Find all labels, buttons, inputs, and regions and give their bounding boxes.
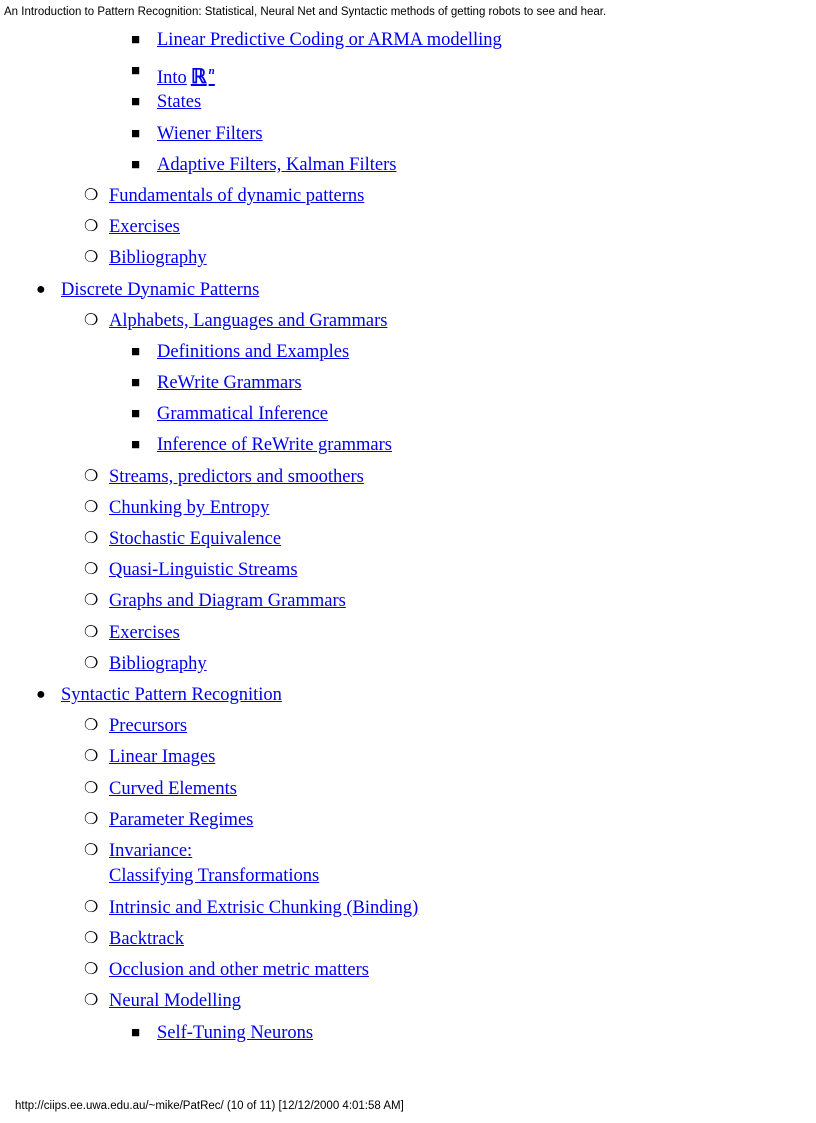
toc-item xyxy=(0,121,816,152)
toc-link-alphabets-languages-grammars[interactable]: Alphabets, Languages and Grammars xyxy=(109,310,388,331)
toc-item xyxy=(0,807,816,838)
toc-item xyxy=(0,308,816,339)
disc-bullet-icon: ● xyxy=(36,685,46,703)
circle-bullet-icon: ❍ xyxy=(84,992,99,1010)
toc-link-stochastic-equivalence[interactable]: Stochastic Equivalence xyxy=(109,529,282,549)
square-bullet-icon: ■ xyxy=(131,125,141,142)
square-bullet-icon: ■ xyxy=(131,156,141,173)
toc-link-fundamentals-dynamic-patterns[interactable]: Fundamentals of dynamic patterns xyxy=(109,185,365,206)
toc-item xyxy=(0,1020,816,1051)
toc-link-discrete-dynamic-patterns[interactable]: Discrete Dynamic Patterns xyxy=(61,279,260,300)
toc-link-bibliography[interactable]: Bibliography xyxy=(109,248,207,269)
toc-item xyxy=(0,245,816,276)
square-bullet-icon: ■ xyxy=(131,437,141,454)
link-text-line-2: Classifying Transformations xyxy=(109,865,320,886)
toc-link-precursors[interactable]: Precursors xyxy=(109,716,188,737)
square-bullet-icon: ■ xyxy=(131,94,141,111)
toc-link-parameter-regimes[interactable]: Parameter Regimes xyxy=(109,809,254,830)
circle-bullet-icon: ❍ xyxy=(84,810,99,828)
toc-item xyxy=(0,152,816,183)
toc-link-inference-rewrite-grammars[interactable]: Inference of ReWrite grammars xyxy=(157,435,393,456)
link-text-line-1: Invariance: xyxy=(109,840,193,861)
toc-item xyxy=(0,339,816,370)
toc-link-linear-images[interactable]: Linear Images xyxy=(109,747,216,768)
toc-link-invariance[interactable] xyxy=(109,840,319,887)
square-bullet-icon: ■ xyxy=(131,375,141,392)
circle-bullet-icon: ❍ xyxy=(84,592,99,610)
toc-link-rewrite-grammars[interactable]: ReWrite Grammars xyxy=(157,373,302,394)
toc-link-curved-elements[interactable]: Curved Elements xyxy=(109,778,237,799)
toc-item xyxy=(0,682,816,713)
toc-item xyxy=(0,432,816,463)
toc-item xyxy=(0,526,816,557)
toc-link-graphs-diagram-grammars[interactable]: Graphs and Diagram Grammars xyxy=(109,591,346,612)
page-header-title: An Introduction to Pattern Recognition: Statistical, Neural Net and Syntactic methods of getting robots to see and hear. xyxy=(4,6,607,18)
toc-item xyxy=(0,651,816,682)
toc-item xyxy=(0,988,816,1019)
toc-item xyxy=(0,588,816,619)
toc-item xyxy=(0,744,816,775)
toc-item xyxy=(0,277,816,308)
toc-item xyxy=(0,557,816,588)
circle-bullet-icon: ❍ xyxy=(84,249,99,267)
disc-bullet-icon: ● xyxy=(36,280,46,298)
page-footer-url: http://ciips.ee.uwa.edu.au/~mike/PatRec/ (10 of 11) [12/12/2000 4:01:58 AM] xyxy=(15,1100,404,1112)
circle-bullet-icon: ❍ xyxy=(84,186,99,204)
toc-item xyxy=(0,895,816,926)
double-struck-r: ℝ xyxy=(190,66,207,89)
square-bullet-icon: ■ xyxy=(131,32,141,48)
circle-bullet-icon: ❍ xyxy=(84,930,99,948)
toc-link-grammatical-inference[interactable]: Grammatical Inference xyxy=(157,404,329,425)
circle-bullet-icon: ❍ xyxy=(84,498,99,516)
circle-bullet-icon: ❍ xyxy=(84,898,99,916)
toc-item xyxy=(0,620,816,651)
circle-bullet-icon: ❍ xyxy=(84,311,99,329)
square-bullet-icon: ■ xyxy=(131,1024,141,1041)
toc-item xyxy=(0,401,816,432)
toc-link-streams-predictors-smoothers[interactable]: Streams, predictors and smoothers xyxy=(109,466,364,487)
toc-link-chunking-by-entropy[interactable]: Chunking by Entropy xyxy=(109,497,270,518)
toc-link-exercises[interactable]: Exercises xyxy=(109,622,180,643)
toc-link-syntactic-pattern-recognition[interactable]: Syntactic Pattern Recognition xyxy=(61,684,282,705)
circle-bullet-icon: ❍ xyxy=(84,961,99,979)
toc-item xyxy=(0,464,816,495)
circle-bullet-icon: ❍ xyxy=(84,717,99,735)
toc-link-into-rn[interactable] xyxy=(157,60,215,89)
toc-item xyxy=(0,926,816,957)
toc-link-bibliography[interactable]: Bibliography xyxy=(109,653,207,674)
circle-bullet-icon: ❍ xyxy=(84,218,99,236)
toc-item xyxy=(0,957,816,988)
toc-link-states[interactable]: States xyxy=(157,92,202,113)
toc-item xyxy=(0,713,816,744)
toc-link-linear-predictive-coding[interactable]: Linear Predictive Coding or ARMA modelling xyxy=(157,30,502,50)
toc-link-intrinsic-extrinsic-chunking[interactable]: Intrinsic and Extrisic Chunking (Binding) xyxy=(109,897,419,918)
toc-item xyxy=(0,776,816,807)
circle-bullet-icon: ❍ xyxy=(84,623,99,641)
circle-bullet-icon: ❍ xyxy=(84,467,99,485)
toc-link-quasi-linguistic-streams[interactable]: Quasi-Linguistic Streams xyxy=(109,560,298,581)
toc-link-adaptive-filters[interactable]: Adaptive Filters, Kalman Filters xyxy=(157,154,397,175)
circle-bullet-icon: ❍ xyxy=(84,779,99,797)
toc-item xyxy=(0,214,816,245)
real-numbers-symbol xyxy=(191,66,215,88)
toc-link-exercises[interactable]: Exercises xyxy=(109,217,180,238)
superscript-n: n xyxy=(208,65,215,78)
toc-item xyxy=(0,370,816,401)
toc-link-wiener-filters[interactable]: Wiener Filters xyxy=(157,123,263,144)
square-bullet-icon: ■ xyxy=(131,406,141,423)
circle-bullet-icon: ❍ xyxy=(84,748,99,766)
toc-item xyxy=(0,495,816,526)
square-bullet-icon: ■ xyxy=(131,63,141,80)
toc-link-backtrack[interactable]: Backtrack xyxy=(109,929,184,950)
circle-bullet-icon: ❍ xyxy=(84,841,99,859)
circle-bullet-icon: ❍ xyxy=(84,530,99,547)
table-of-contents xyxy=(0,27,816,1051)
toc-item xyxy=(0,27,816,58)
toc-link-occlusion-metric-matters[interactable]: Occlusion and other metric matters xyxy=(109,960,369,981)
square-bullet-icon: ■ xyxy=(131,343,141,360)
toc-link-definitions-examples[interactable]: Definitions and Examples xyxy=(157,341,350,362)
toc-item xyxy=(0,58,816,89)
toc-item xyxy=(0,838,816,895)
toc-link-neural-modelling[interactable]: Neural Modelling xyxy=(109,991,242,1012)
toc-item xyxy=(0,183,816,214)
link-text: Into xyxy=(157,68,187,89)
toc-link-self-tuning-neurons[interactable]: Self-Tuning Neurons xyxy=(157,1022,314,1043)
circle-bullet-icon: ❍ xyxy=(84,654,99,672)
toc-item xyxy=(0,89,816,120)
circle-bullet-icon: ❍ xyxy=(84,561,99,579)
